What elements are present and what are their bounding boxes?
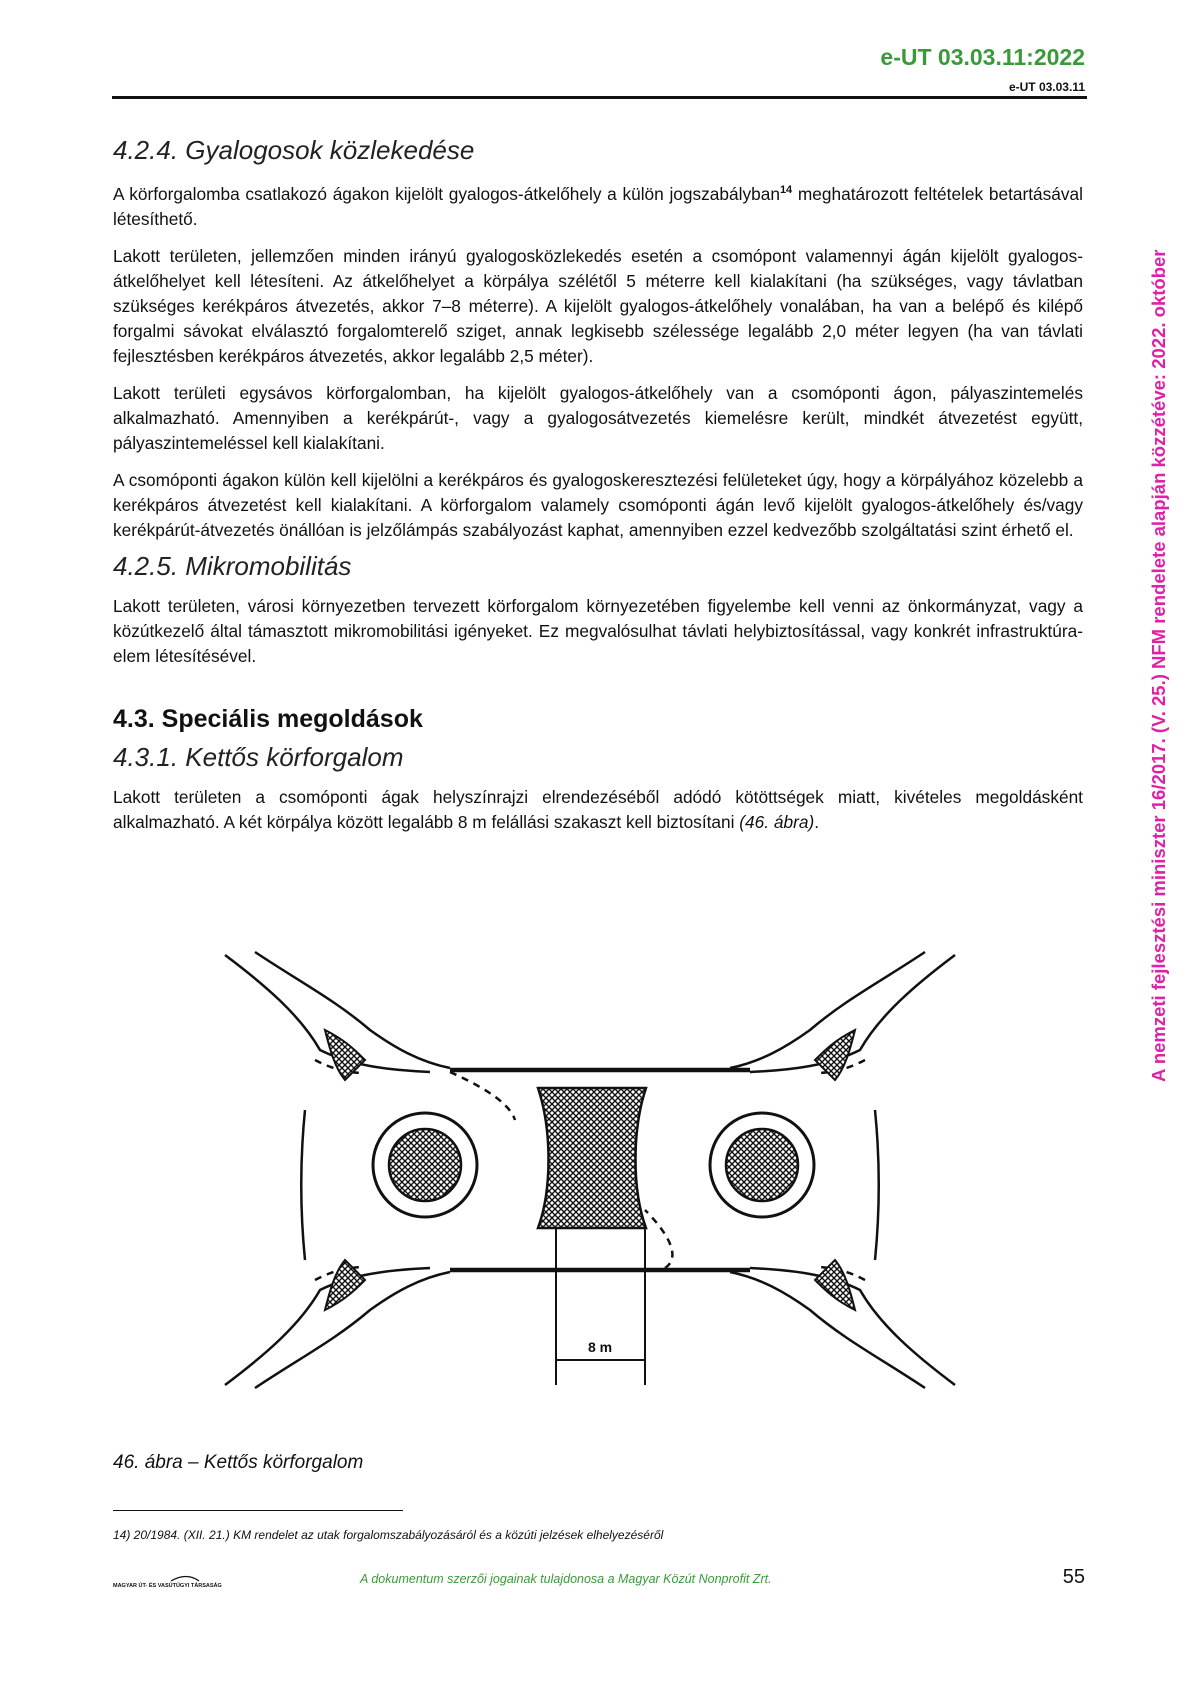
page-content bbox=[113, 135, 1083, 835]
s431-paragraph-1: Lakott területen a csomóponti ágak helyszínrajzi elrendezéséből adódó kötöttségek miatt, kivételes megoldásként alkalmazható. A két körpálya között legalább 8 m felállási szakaszt kell biztosítani (46. ábra). bbox=[113, 786, 1083, 832]
s425-paragraph-1: Lakott területen, városi környezetben tervezett körforgalom környezetében figyelembe kell venni az önkormányzat, vagy a közútkezelő által támasztott mikromobilitási igényeket. Ez megvalósulhat távlati helybiztosítással, vagy konkrét infrastruktúra-elem létesítésével. bbox=[113, 595, 1083, 666]
upper-right-road-outer-edge bbox=[750, 955, 955, 1072]
s424-paragraph-4: A csomóponti ágakon külön kell kijelölni a kerékpáros és gyalogoskeresztezési felületeket úgy, hogy a körpályához közelebb a kerékpáros átvezetést kell kialakítani. A körforgalom valamely csomóponti ágán levő kijelölt gyalogos-átkelőhely és/vagy kerékpárút-átvezetés önállóan is jelzőlámpás szabályozást kaphat, amennyiben ezzel kedvezőbb szolgáltatási szint érhető el. bbox=[113, 469, 1083, 540]
publication-side-note: A nemzeti fejlesztési miniszter 16/2017. (V. 25.) NFM rendelete alapján közzétéve: 2022. október bbox=[1148, 249, 1169, 1082]
footnote-14: 14) 20/1984. (XII. 21.) KM rendelet az utak forgalomszabályozásáról és a közúti jelzések elhelyezéséről bbox=[113, 1528, 664, 1542]
footnote-rule bbox=[113, 1510, 403, 1511]
right-ring-dashed-lane-lower bbox=[645, 1210, 672, 1268]
s424-paragraph-2: Lakott területen, jellemzően minden irányú gyalogosközlekedés esetén a csomópont valamennyi ágán kijelölt gyalogos-átkelőhelyet kell létesíteni. Az átkelőhelyet a körpálya szélétől 5 méterre kell kialakítani (ha szükséges, vagy távlatban szükséges kerékpáros átvezetés, akkor 7–8 méterre). A kijelölt gyalogos-átkelőhely vonalában, ha van a belépő és kilépő forgalmi sávokat elválasztó forgalomterelő sziget, annak legkisebb szélessége legalább 2,0 méter legyen (ha van távlati fejlesztésben kerékpáros átvezetés, akkor legalább 2,5 méter). bbox=[113, 245, 1083, 366]
page-number: 55 bbox=[1062, 1566, 1085, 1588]
figure-reference[interactable]: (46. ábra) bbox=[739, 811, 815, 832]
double-roundabout-figure bbox=[190, 950, 990, 1390]
publisher-logo bbox=[113, 1572, 263, 1590]
header-rule bbox=[112, 96, 1087, 99]
document-code: e-UT 03.03.11:2022 bbox=[880, 44, 1085, 70]
figure-caption: 46. ábra – Kettős körforgalom bbox=[113, 1452, 364, 1473]
dimension-label: 8 m bbox=[587, 1339, 613, 1355]
logo-text: MAGYAR ÚT- ÉS VASÚTÜGYI TÁRSASÁG bbox=[113, 1583, 222, 1589]
s424-paragraph-1: A körforgalomba csatlakozó ágakon kijelölt gyalogos-átkelőhely a külön jogszabályban$^{14}$ meghatározott feltételek betartásával létesíthető. bbox=[113, 183, 1083, 229]
document-code-small: e-UT 03.03.11 bbox=[1008, 80, 1085, 94]
right-central-island bbox=[710, 1113, 814, 1217]
left-central-island bbox=[373, 1113, 477, 1217]
logo-swoosh bbox=[171, 1577, 199, 1582]
lower-right-road-outer-edge bbox=[750, 1268, 955, 1385]
section-4-2-5-title: 4.2.5. Mikromobilitás bbox=[113, 550, 352, 581]
left-ring-dashed-lane-upper bbox=[450, 1072, 515, 1120]
right-road-boundary bbox=[875, 1110, 879, 1260]
section-4-3-1-title: 4.3.1. Kettős körforgalom bbox=[113, 741, 404, 772]
section-4-3-title: 4.3. Speciális megoldások bbox=[113, 704, 423, 733]
middle-divider-island bbox=[538, 1088, 646, 1228]
upper-left-road-outer-edge bbox=[225, 955, 430, 1072]
s424-paragraph-3: Lakott területi egysávos körforgalomban, ha kijelölt gyalogos-átkelőhely van a csomóponti ágon, pályaszintemelés alkalmazható. Amennyiben a kerékpárút-, vagy a gyalogosátvezetés kiemelésre került, mindkét átvezetést együtt, pályaszintemeléssel kell kialakítani. bbox=[113, 382, 1083, 453]
lower-left-road-outer-edge bbox=[225, 1268, 430, 1385]
footnote-ref[interactable]: 14 bbox=[779, 184, 793, 196]
left-road-boundary bbox=[301, 1110, 305, 1260]
section-4-2-4-title: 4.2.4. Gyalogosok közlekedése bbox=[113, 135, 475, 165]
copyright-notice: A dokumentum szerzői jogainak tulajdonosa a Magyar Közút Nonprofit Zrt. bbox=[360, 1572, 772, 1586]
